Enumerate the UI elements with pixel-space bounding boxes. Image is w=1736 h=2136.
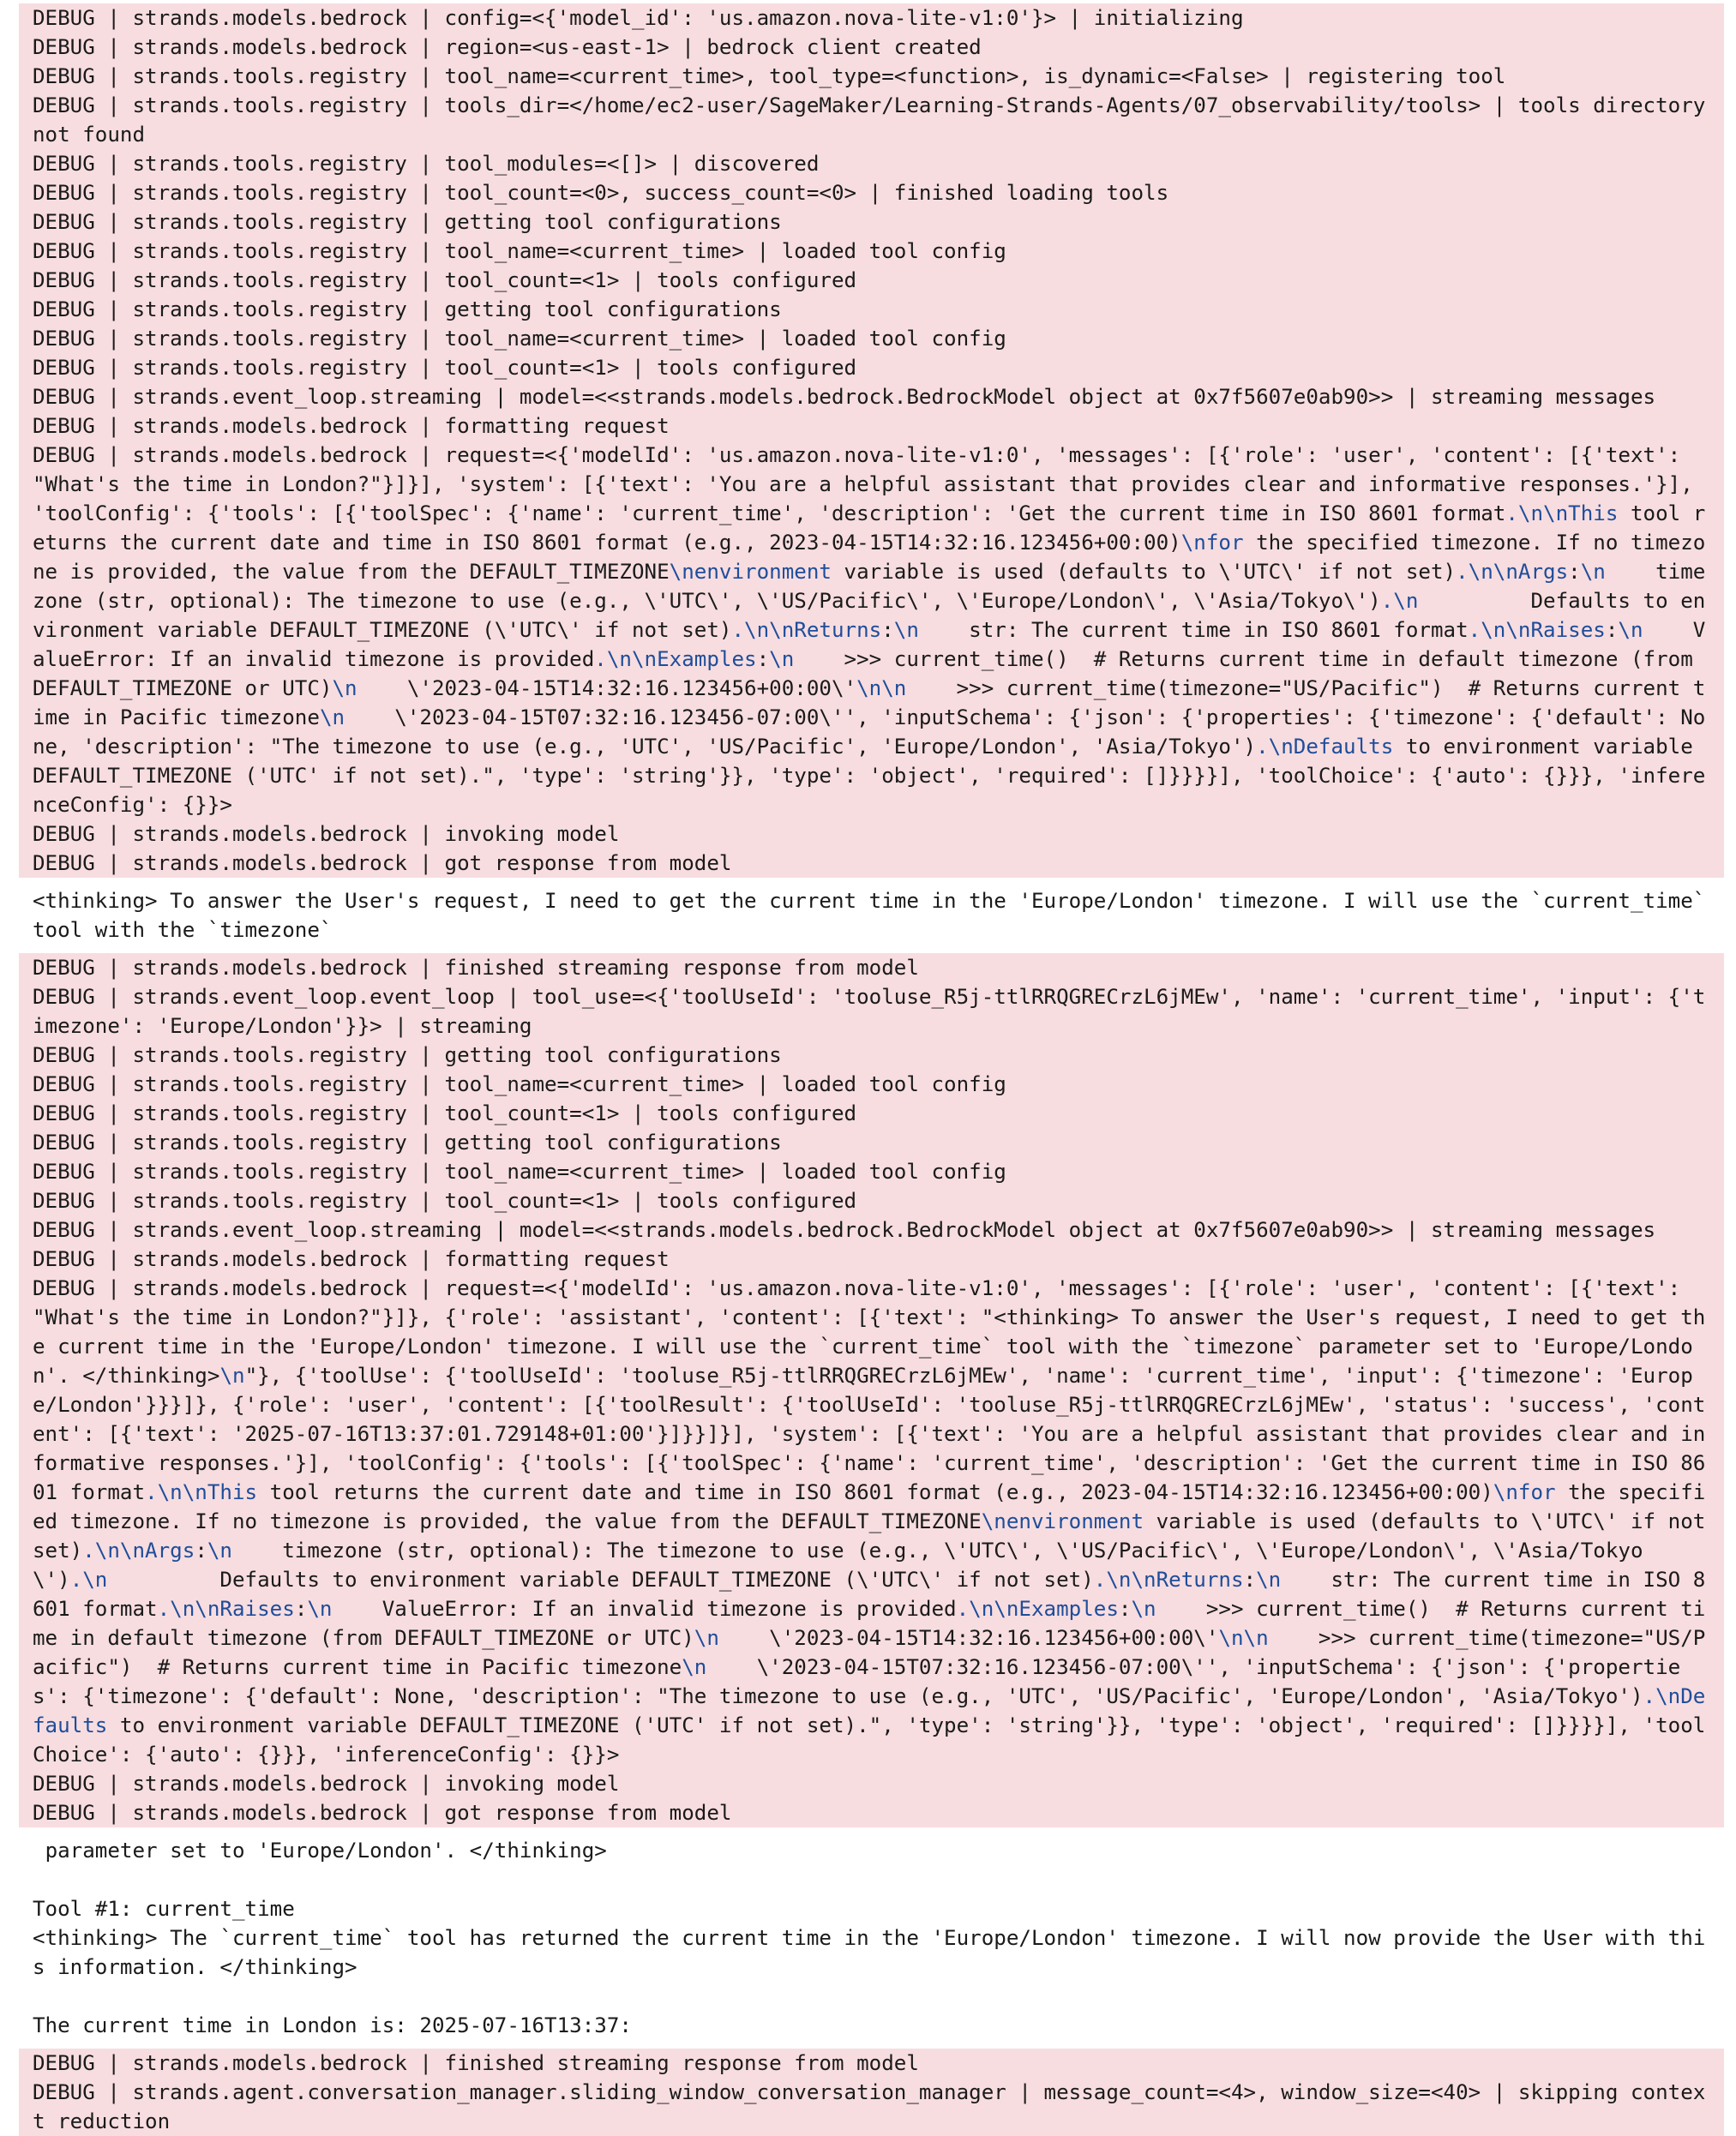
log-line: DEBUG | strands.event_loop.streaming | model=<<strands.models.bedrock.BedrockModel object at 0x7f5607e0ab90>> | streaming messages: [33, 385, 1656, 409]
log-line: DEBUG | strands.models.bedrock | invoking model: [33, 1772, 620, 1796]
log-line: DEBUG | strands.event_loop.streaming | model=<<strands.models.bedrock.BedrockModel object at 0x7f5607e0ab90>> | streaming messages: [33, 1218, 1656, 1242]
stderr-block: [19, 2049, 1724, 2136]
log-line: DEBUG | strands.tools.registry | tool_count=<1> | tools configured: [33, 1101, 857, 1125]
output-line: <thinking> The `current_time` tool has returned the current time in the 'Europe/London' timezone. I will now provide the User with this information. </thinking>: [33, 1926, 1706, 1979]
log-line: DEBUG | strands.models.bedrock | formatting request: [33, 1247, 670, 1271]
log-line: DEBUG | strands.tools.registry | tool_count=<0>, success_count=<0> | finished loading tools: [33, 181, 1169, 205]
stderr-block: [19, 3, 1724, 878]
log-line: DEBUG | strands.models.bedrock | config=<{'model_id': 'us.amazon.nova-lite-v1:0'}> | initializing: [33, 6, 1244, 30]
log-line: DEBUG | strands.tools.registry | tool_name=<current_time> | loaded tool config: [33, 1160, 1006, 1184]
log-line: DEBUG | strands.tools.registry | getting tool configurations: [33, 297, 782, 321]
log-line: DEBUG | strands.tools.registry | tool_name=<current_time> | loaded tool config: [33, 1072, 1006, 1096]
output-line: parameter set to 'Europe/London'. </thinking>: [33, 1839, 607, 1863]
log-line: DEBUG | strands.models.bedrock | invoking model: [33, 822, 620, 846]
log-line: DEBUG | strands.models.bedrock | got response from model: [33, 851, 732, 875]
log-line: DEBUG | strands.tools.registry | tool_name=<current_time> | loaded tool config: [33, 239, 1006, 263]
stdout-block: [19, 1836, 1724, 2040]
log-line: DEBUG | strands.tools.registry | getting tool configurations: [33, 1043, 782, 1067]
log-line: DEBUG | strands.models.bedrock | finished streaming response from model: [33, 2051, 919, 2075]
log-line: DEBUG | strands.tools.registry | getting tool configurations: [33, 210, 782, 234]
log-line: DEBUG | strands.models.bedrock | got response from model: [33, 1801, 732, 1825]
log-line: DEBUG | strands.agent.conversation_manager.sliding_window_conversation_manager | message_count=<4>, window_size=<40> | skipping context reduction: [33, 2080, 1706, 2133]
log-line: DEBUG | strands.tools.registry | tool_count=<1> | tools configured: [33, 1189, 857, 1213]
log-line: DEBUG | strands.tools.registry | tools_dir=</home/ec2-user/SageMaker/Learning-Strands-Agents/07_observability/tools> | tools directory not found: [33, 93, 1718, 147]
log-line: DEBUG | strands.models.bedrock | request=<{'modelId': 'us.amazon.nova-lite-v1:0', 'messages': [{'role': 'user', 'content': [{'text': "What's the time in London?"}]}], 'system': [{'text': 'You are a helpful assistant that provides clear and informative responses.'}], 'toolConfig': {'tools': [{'toolSpec': {'name': 'current_time', 'description': 'Get the current time in ISO 8601 format.\n\nThis tool returns the current date and time in ISO 8601 format (e.g., 2023-04-15T14:32:16.123456+00:00)\nfor the specified timezone. If no timezone is provided, the value from the DEFAULT_TIMEZONE\nenvironment variable is used (defaults to \'UTC\' if not set).\n\nArgs:\n timezone (str, optional): The timezone to use (e.g., \'UTC\', \'US/Pacific\', \'Europe/London\', \'Asia/Tokyo\').\n Defaults to environment variable DEFAULT_TIMEZONE (\'UTC\' if not set).\n\nReturns:\n str: The current time in ISO 8601 format.\n\nRaises:\n ValueError: If an invalid timezone is provided.\n\nExamples:\n >>> current_time() # Returns current time in default timezone (from DEFAULT_TIMEZONE or UTC)\n \'2023-04-15T14:32:16.123456+00:00\'\n\n >>> current_time(timezone="US/Pacific") # Returns current time in Pacific timezone\n \'2023-04-15T07:32:16.123456-07:00\'', 'inputSchema': {'json': {'properties': {'timezone': {'default': None, 'description': "The timezone to use (e.g., 'UTC', 'US/Pacific', 'Europe/London', 'Asia/Tokyo').\nDefaults to environment variable DEFAULT_TIMEZONE ('UTC' if not set).", 'type': 'string'}}, 'type': 'object', 'required': []}}}}], 'toolChoice': {'auto': {}}}, 'inferenceConfig': {}}>: [33, 443, 1706, 817]
output-line: Tool #1: current_time: [33, 1897, 295, 1921]
log-line: DEBUG | strands.tools.registry | getting tool configurations: [33, 1131, 782, 1155]
log-line: DEBUG | strands.tools.registry | tool_count=<1> | tools configured: [33, 356, 857, 380]
log-line: DEBUG | strands.tools.registry | tool_name=<current_time> | loaded tool config: [33, 327, 1006, 351]
output-line: The current time in London is: 2025-07-16T13:37:: [33, 2013, 632, 2037]
log-line: DEBUG | strands.tools.registry | tool_name=<current_time>, tool_type=<function>, is_dynamic=<False> | registering tool: [33, 64, 1506, 88]
log-line: DEBUG | strands.tools.registry | tool_count=<1> | tools configured: [33, 268, 857, 292]
log-line: DEBUG | strands.models.bedrock | finished streaming response from model: [33, 956, 919, 980]
stdout-block: [19, 886, 1724, 945]
log-line: DEBUG | strands.models.bedrock | request=<{'modelId': 'us.amazon.nova-lite-v1:0', 'messages': [{'role': 'user', 'content': [{'text': "What's the time in London?"}]}, {'role': 'assistant', 'content': [{'text': "<thinking> To answer the User's request, I need to get the current time in the 'Europe/London' timezone. I will use the `current_time` tool with the `timezone` parameter set to 'Europe/London'. </thinking>\n"}, {'toolUse': {'toolUseId': 'tooluse_R5j-ttlRRQGRECrzL6jMEw', 'name': 'current_time', 'input': {'timezone': 'Europe/London'}}}]}, {'role': 'user', 'content': [{'toolResult': {'toolUseId': 'tooluse_R5j-ttlRRQGRECrzL6jMEw', 'status': 'success', 'content': [{'text': '2025-07-16T13:37:01.729148+01:00'}]}}]}], 'system': [{'text': 'You are a helpful assistant that provides clear and informative responses.'}], 'toolConfig': {'tools': [{'toolSpec': {'name': 'current_time', 'description': 'Get the current time in ISO 8601 format.\n\nThis tool returns the current date and time in ISO 8601 format (e.g., 2023-04-15T14:32:16.123456+00:00)\nfor the specified timezone. If no timezone is provided, the value from the DEFAULT_TIMEZONE\nenvironment variable is used (defaults to \'UTC\' if not set).\n\nArgs:\n timezone (str, optional): The timezone to use (e.g., \'UTC\', \'US/Pacific\', \'Europe/London\', \'Asia/Tokyo\').\n Defaults to environment variable DEFAULT_TIMEZONE (\'UTC\' if not set).\n\nReturns:\n str: The current time in ISO 8601 format.\n\nRaises:\n ValueError: If an invalid timezone is provided.\n\nExamples:\n >>> current_time() # Returns current time in default timezone (from DEFAULT_TIMEZONE or UTC)\n \'2023-04-15T14:32:16.123456+00:00\'\n\n >>> current_time(timezone="US/Pacific") # Returns current time in Pacific timezone\n \'2023-04-15T07:32:16.123456-07:00\'', 'inputSchema': {'json': {'properties': {'timezone': {'default': None, 'description': "The timezone to use (e.g., 'UTC', 'US/Pacific', 'Europe/London', 'Asia/Tokyo').\nDefaults to environment variable DEFAULT_TIMEZONE ('UTC' if not set).", 'type': 'string'}}, 'type': 'object', 'required': []}}}}], 'toolChoice': {'auto': {}}}, 'inferenceConfig': {}}>: [33, 1276, 1718, 1767]
log-line: DEBUG | strands.event_loop.event_loop | tool_use=<{'toolUseId': 'tooluse_R5j-ttlRRQGRECrzL6jMEw', 'name': 'current_time', 'input': {'timezone': 'Europe/London'}}> | streaming: [33, 985, 1706, 1038]
stderr-block: [19, 953, 1724, 1827]
output-line: [33, 1982, 1710, 2011]
log-line: DEBUG | strands.tools.registry | tool_modules=<[]> | discovered: [33, 152, 820, 176]
output-line: <thinking> To answer the User's request, I need to get the current time in the 'Europe/London' timezone. I will use the `current_time` tool with the `timezone`: [33, 889, 1718, 942]
log-line: DEBUG | strands.models.bedrock | region=<us-east-1> | bedrock client created: [33, 35, 982, 59]
log-line: DEBUG | strands.models.bedrock | formatting request: [33, 414, 670, 438]
output-line: [33, 1865, 1710, 1894]
